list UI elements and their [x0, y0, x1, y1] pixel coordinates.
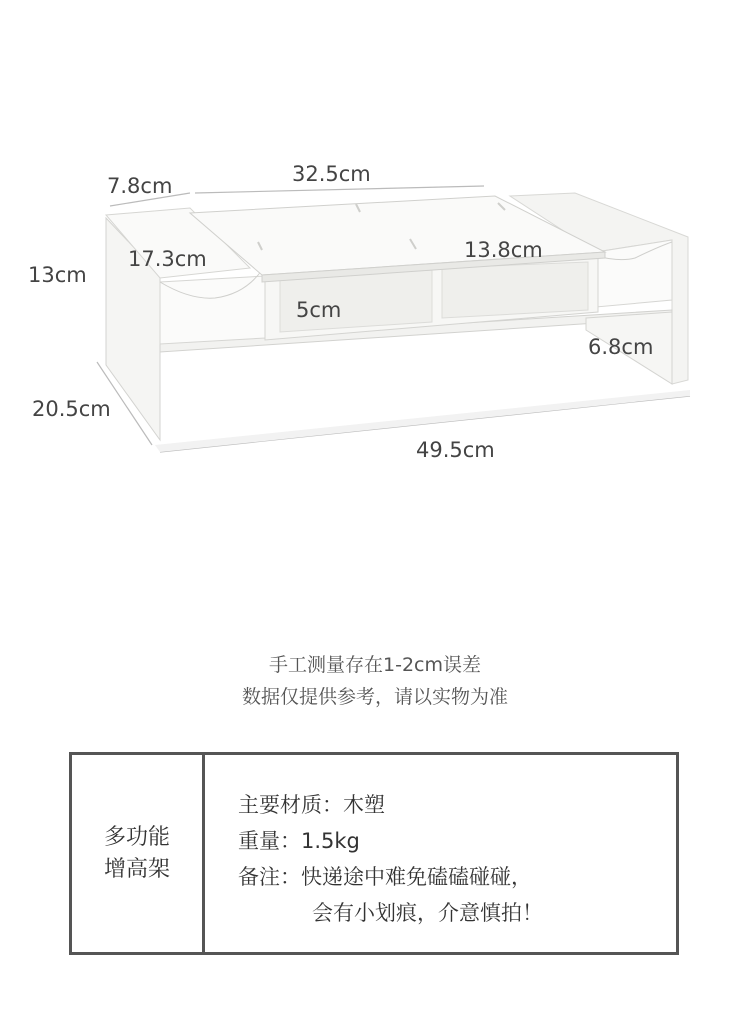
right-drawer	[596, 240, 672, 307]
spec-details	[238, 787, 543, 931]
product-name-line1: 多功能	[103, 824, 170, 850]
spec-divider	[202, 755, 205, 952]
product-name-line2: 增高架	[103, 856, 170, 882]
dim-top-width: 32.5cm	[292, 162, 371, 186]
dim-drawer-width: 17.3cm	[128, 247, 207, 271]
dim-height: 13cm	[28, 263, 87, 287]
dim-depth: 20.5cm	[32, 397, 111, 421]
dim-depth-side-top: 7.8cm	[107, 174, 173, 198]
measurement-note: 手工测量存在1-2cm误差	[269, 654, 481, 676]
dim-cubby-height: 5cm	[296, 298, 342, 322]
reference-note: 数据仅提供参考，请以实物为准	[241, 686, 508, 708]
cubby-right	[442, 262, 588, 318]
dim-total-width: 49.5cm	[416, 438, 495, 462]
spec-remark-line2: 会有小划痕，介意慎拍！	[312, 901, 543, 925]
dim-middle-width: 13.8cm	[464, 238, 543, 262]
spec-remark-line1: 备注：快递途中难免磕磕碰碰，	[238, 865, 532, 889]
spec-material: 主要材质：木塑	[238, 793, 385, 817]
left-drawer	[160, 276, 265, 344]
product-name	[72, 755, 202, 952]
spec-weight: 重量：1.5kg	[238, 829, 360, 853]
spec-table	[69, 752, 679, 955]
dim-leg-height: 6.8cm	[588, 335, 654, 359]
